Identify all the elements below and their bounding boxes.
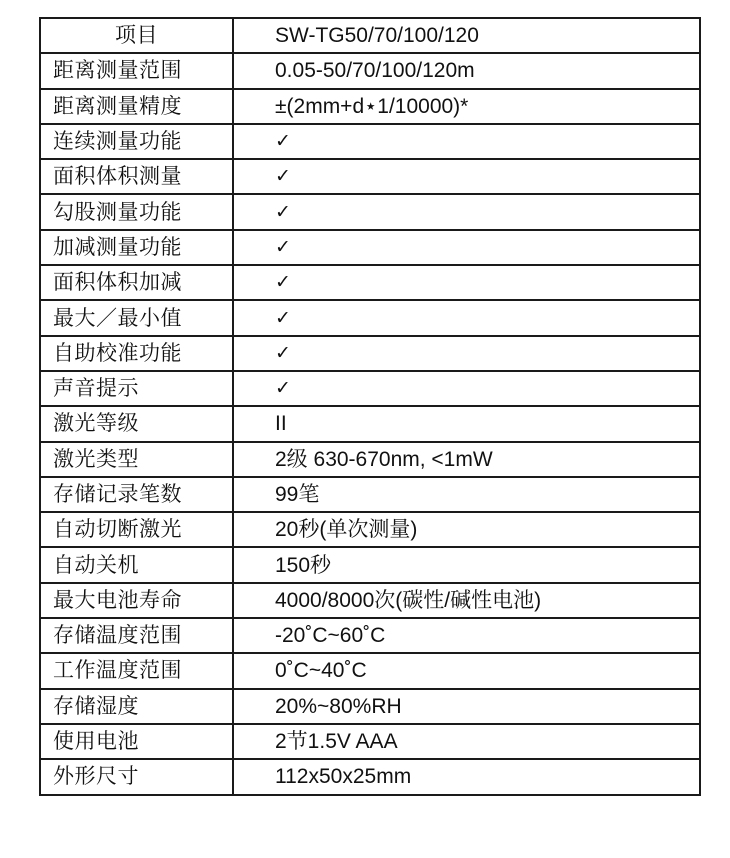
row-value: 0.05-50/70/100/120m: [233, 53, 700, 88]
table-row: [40, 406, 700, 441]
row-value: 4000/8000次(碳性/碱性电池): [233, 583, 700, 618]
table-row: [40, 194, 700, 229]
row-label: 工作温度范围: [40, 653, 233, 688]
row-label: 激光类型: [40, 442, 233, 477]
table-row: [40, 512, 700, 547]
table-row: [40, 442, 700, 477]
row-label: 激光等级: [40, 406, 233, 441]
row-label: 面积体积加减: [40, 265, 233, 300]
table-row: [40, 53, 700, 88]
row-label: 声音提示: [40, 371, 233, 406]
row-label: 存储记录笔数: [40, 477, 233, 512]
table-row: [40, 547, 700, 582]
row-value: 150秒: [233, 547, 700, 582]
row-label: 存储温度范围: [40, 618, 233, 653]
table-row: [40, 159, 700, 194]
row-value: 112x50x25mm: [233, 759, 700, 794]
table-row: [40, 689, 700, 724]
table-row: [40, 230, 700, 265]
header-model: SW-TG50/70/100/120: [233, 18, 700, 53]
row-value: 0˚C~40˚C: [233, 653, 700, 688]
row-value: 99笔: [233, 477, 700, 512]
table-row: [40, 653, 700, 688]
row-label: 最大电池寿命: [40, 583, 233, 618]
table-row: [40, 477, 700, 512]
row-label: 距离测量精度: [40, 89, 233, 124]
table-row: [40, 583, 700, 618]
row-label: 面积体积测量: [40, 159, 233, 194]
row-value: -20˚C~60˚C: [233, 618, 700, 653]
table-row: [40, 371, 700, 406]
table-header-row: [40, 18, 700, 53]
row-value: 2级 630-670nm, <1mW: [233, 442, 700, 477]
row-label: 连续测量功能: [40, 124, 233, 159]
table-row: [40, 336, 700, 371]
row-label: 使用电池: [40, 724, 233, 759]
check-icon: ✓: [233, 124, 700, 159]
table-row: [40, 618, 700, 653]
row-label: 自动切断激光: [40, 512, 233, 547]
check-icon: ✓: [233, 194, 700, 229]
table-row: [40, 759, 700, 794]
check-icon: ✓: [233, 371, 700, 406]
table-row: [40, 124, 700, 159]
row-label: 最大／最小值: [40, 300, 233, 335]
spec-table: [39, 17, 701, 796]
row-label: 自动关机: [40, 547, 233, 582]
table-row: [40, 89, 700, 124]
row-label: 勾股测量功能: [40, 194, 233, 229]
row-label: 自助校准功能: [40, 336, 233, 371]
row-value: 20%~80%RH: [233, 689, 700, 724]
table-row: [40, 300, 700, 335]
header-key: 项目: [40, 18, 233, 53]
check-icon: ✓: [233, 265, 700, 300]
table-row: [40, 265, 700, 300]
check-icon: ✓: [233, 300, 700, 335]
row-label: 外形尺寸: [40, 759, 233, 794]
row-value: 20秒(单次测量): [233, 512, 700, 547]
row-value: ±(2mm+d⋆1/10000)*: [233, 89, 700, 124]
check-icon: ✓: [233, 230, 700, 265]
row-value: 2节1.5V AAA: [233, 724, 700, 759]
row-value: II: [233, 406, 700, 441]
row-label: 加减测量功能: [40, 230, 233, 265]
check-icon: ✓: [233, 159, 700, 194]
row-label: 距离测量范围: [40, 53, 233, 88]
check-icon: ✓: [233, 336, 700, 371]
table-row: [40, 724, 700, 759]
row-label: 存储湿度: [40, 689, 233, 724]
